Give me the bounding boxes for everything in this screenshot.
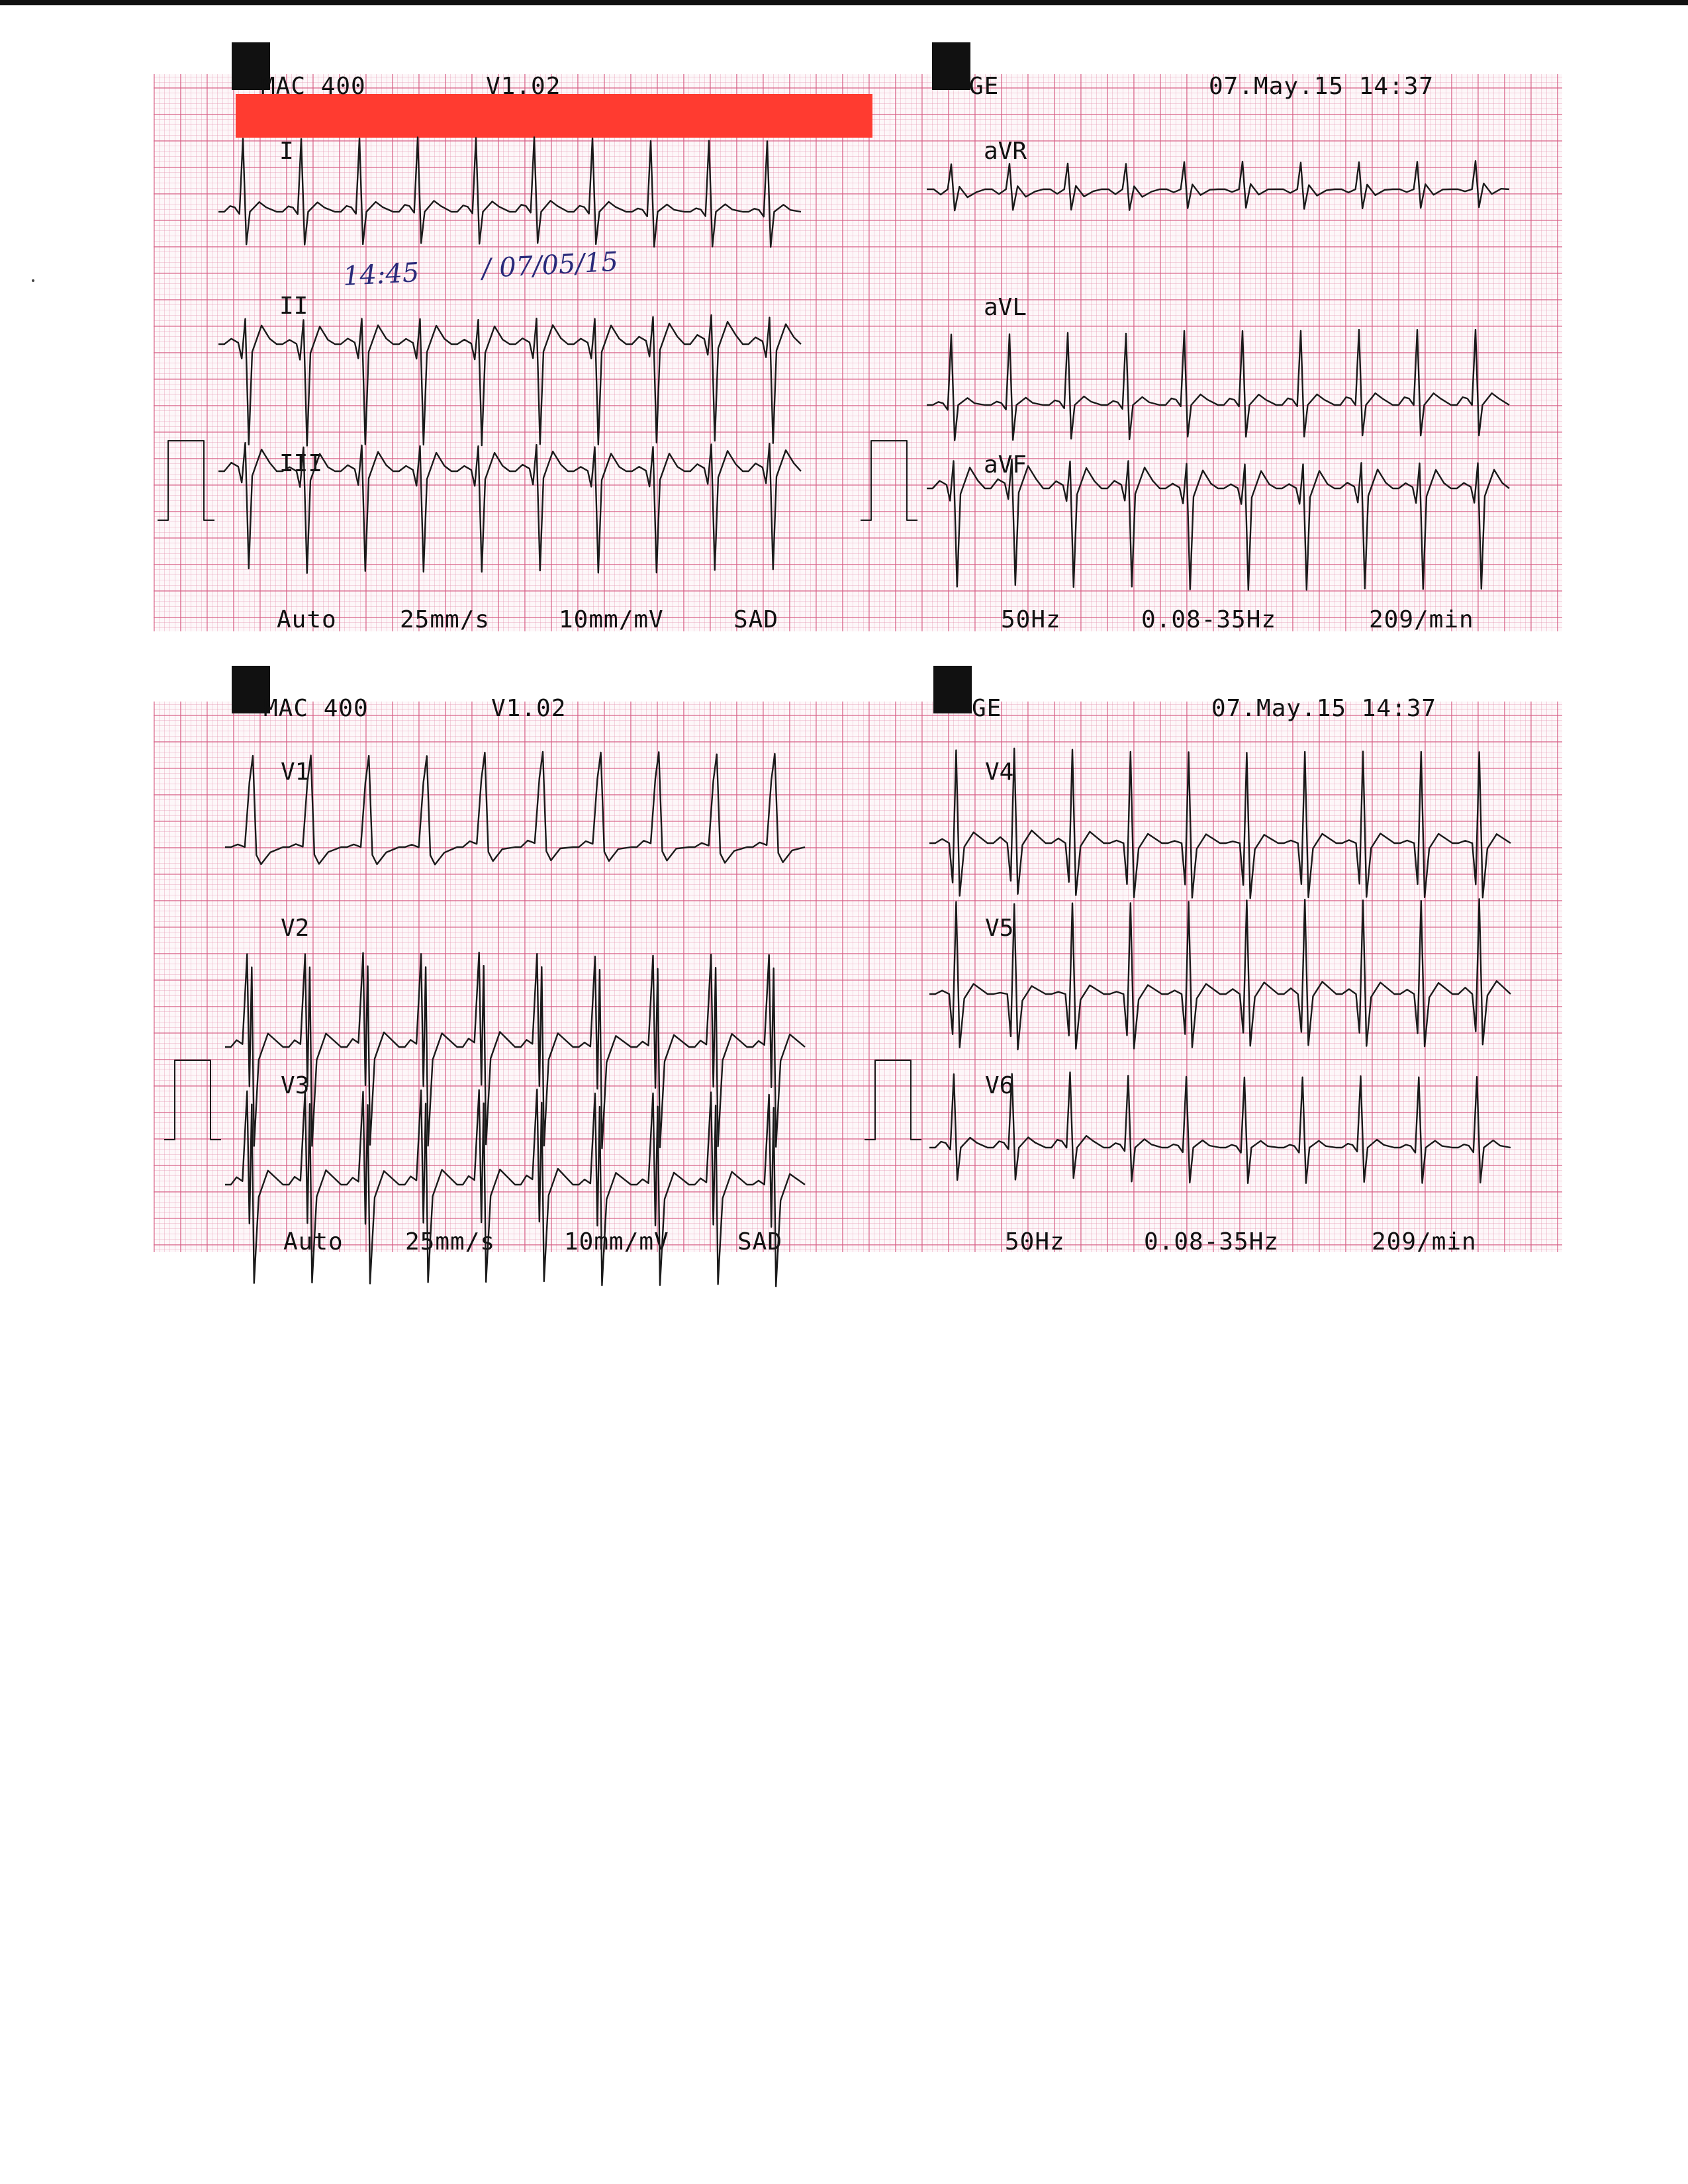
- ecg-trace-V6: [929, 1072, 1511, 1183]
- lead-label-II: II: [279, 293, 308, 320]
- lead-label-aVF: aVF: [984, 451, 1027, 478]
- recording-datetime: 07.May.15 14:37: [1211, 695, 1437, 722]
- lead-label-V1: V1: [281, 758, 310, 786]
- device-model: MAC 400: [261, 73, 366, 100]
- ecg-trace-I: [218, 137, 801, 247]
- ecg-trace-II: [218, 315, 801, 445]
- mode-label: Auto: [277, 606, 337, 633]
- heart-rate: 209/min: [1369, 606, 1474, 633]
- calibration-pulse: [164, 1060, 221, 1140]
- mains-filter: 50Hz: [1001, 606, 1061, 633]
- lead-label-I: I: [279, 138, 294, 165]
- handwritten-time: 14:45: [342, 257, 420, 292]
- manufacturer-label: GE: [972, 695, 1002, 722]
- calibration-pulse: [865, 1060, 921, 1140]
- paper-speed: 25mm/s: [400, 606, 491, 633]
- filter-label: SAD: [733, 606, 779, 633]
- ecg-trace-V1: [225, 752, 805, 864]
- mains-filter: 50Hz: [1005, 1228, 1065, 1255]
- calibration-pulse: [158, 441, 214, 520]
- software-version: V1.02: [486, 73, 561, 100]
- bandwidth-filter: 0.08-35Hz: [1144, 1228, 1280, 1255]
- calibration-pulse: [861, 441, 917, 520]
- device-model: MAC 400: [263, 695, 369, 722]
- lead-label-V3: V3: [281, 1072, 310, 1099]
- manufacturer-label: GE: [969, 73, 1000, 100]
- heart-rate: 209/min: [1372, 1228, 1477, 1255]
- handwritten-date: / 07/05/15: [481, 246, 619, 285]
- gain-setting: 10mm/mV: [559, 606, 664, 633]
- bandwidth-filter: 0.08-35Hz: [1141, 606, 1277, 633]
- recording-datetime: 07.May.15 14:37: [1209, 73, 1434, 100]
- ecg-trace-III: [218, 443, 801, 573]
- lead-label-V6: V6: [985, 1072, 1014, 1099]
- paper-speed: 25mm/s: [405, 1228, 496, 1255]
- lead-label-V2: V2: [281, 915, 310, 942]
- lead-label-V4: V4: [985, 758, 1014, 786]
- lead-label-III: III: [279, 450, 323, 477]
- software-version: V1.02: [491, 695, 567, 722]
- lead-label-aVR: aVR: [984, 138, 1027, 165]
- ecg-trace-V2: [225, 952, 805, 1148]
- ecg-trace-aVF: [927, 459, 1509, 590]
- ecg-trace-V4: [929, 749, 1511, 899]
- lead-label-V5: V5: [985, 915, 1014, 942]
- ecg-trace-aVL: [927, 330, 1509, 440]
- filter-label: SAD: [737, 1228, 783, 1255]
- gain-setting: 10mm/mV: [564, 1228, 669, 1255]
- lead-label-aVL: aVL: [984, 294, 1027, 321]
- ecg-trace-aVR: [927, 161, 1509, 210]
- mode-label: Auto: [283, 1228, 344, 1255]
- ecg-trace-V5: [929, 899, 1511, 1050]
